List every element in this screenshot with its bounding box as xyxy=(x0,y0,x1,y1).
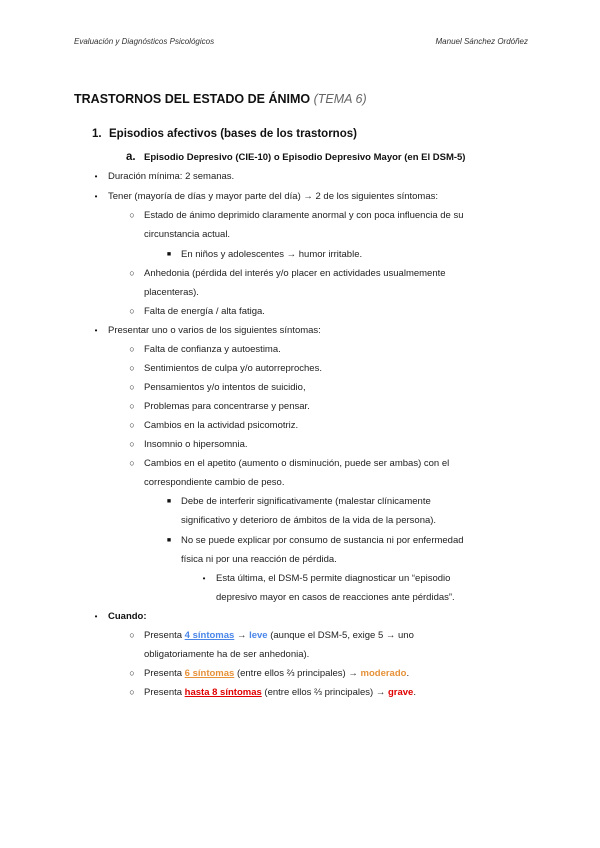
severity-arrow: → xyxy=(234,630,250,641)
bullet-circle-icon: ○ xyxy=(129,344,135,354)
bullet-circle-icon: ○ xyxy=(129,687,135,697)
severity-level: grave xyxy=(387,687,414,698)
list-item xyxy=(129,435,248,454)
list-item xyxy=(129,454,450,473)
title-tema: (TEMA 6) xyxy=(313,92,367,106)
list-item xyxy=(129,340,281,359)
list-item-text: Pensamientos y/o intentos de suicidio, xyxy=(144,382,306,393)
list-item-text: Falta de energía / alta fatiga. xyxy=(144,306,265,317)
symptom-count: hasta 8 síntomas xyxy=(184,687,262,698)
list-item xyxy=(94,321,321,340)
list-item-text: Cambios en el apetito (aumento o disminución, puede ser ambas) con el xyxy=(144,458,450,469)
bullet-circle-icon: ○ xyxy=(129,439,135,449)
bullet-disc-icon: • xyxy=(94,192,98,201)
section-text: Episodio Depresivo (CIE-10) o Episodio Depresivo Mayor (en El DSM-5) xyxy=(144,152,466,163)
list-item xyxy=(94,167,235,186)
header-right: Manuel Sánchez Ordóñez xyxy=(435,37,528,46)
severity-post: . xyxy=(413,687,416,698)
bullet-square-icon: ■ xyxy=(166,537,172,544)
symptom-count: 6 síntomas xyxy=(184,668,235,679)
symptom-count: 4 síntomas xyxy=(184,630,235,641)
severity-leve xyxy=(129,626,414,645)
list-item-text: Insomnio o hipersomnia. xyxy=(144,439,248,450)
bullet-disc-icon: • xyxy=(94,326,98,335)
list-item-text: Falta de confianza y autoestima. xyxy=(144,344,281,355)
list-item xyxy=(166,492,431,511)
bullet-circle-icon: ○ xyxy=(129,401,135,411)
severity-mid: (entre ellos ⅔ principales) → xyxy=(261,687,388,698)
list-item-text: Anhedonia (pérdida del interés y/o placer en actividades usualmemente xyxy=(144,268,446,279)
list-item xyxy=(94,187,439,206)
list-item-text: Estado de ánimo deprimido claramente anormal y con poca influencia de su xyxy=(144,210,464,221)
list-item xyxy=(129,302,265,321)
list-item xyxy=(129,416,299,435)
list-item-text: Problemas para concentrarse y pensar. xyxy=(144,401,310,412)
bullet-circle-icon: ○ xyxy=(129,630,135,640)
bullet-circle-icon: ○ xyxy=(129,668,135,678)
list-item xyxy=(129,359,322,378)
severity-pre: Presenta xyxy=(144,668,185,679)
list-item xyxy=(129,264,446,283)
severity-moderado xyxy=(129,664,410,683)
severity-level: moderado xyxy=(360,668,407,679)
section-letter: a. xyxy=(126,151,136,163)
list-item-continuation: física ni por una reacción de pérdida. xyxy=(181,554,337,565)
header-left: Evaluación y Diagnósticos Psicológicos xyxy=(74,37,215,46)
severity-post: . xyxy=(406,668,410,679)
list-item xyxy=(166,245,363,264)
list-item-continuation: placenteras). xyxy=(144,287,199,298)
list-item-text: Debe de interferir significativamente (malestar clínicamente xyxy=(181,496,431,507)
severity-level: leve xyxy=(249,630,268,641)
bullet-circle-icon: ○ xyxy=(129,306,135,316)
list-item-continuation: obligatoriamente ha de ser anhedonia). xyxy=(144,649,310,660)
severity-grave xyxy=(129,683,416,702)
list-item-continuation: depresivo mayor en casos de reacciones ante pérdidas”. xyxy=(216,592,455,603)
list-item-text: Duración mínima: 2 semanas. xyxy=(108,171,235,182)
list-item-text: En niños y adolescentes → humor irritable. xyxy=(181,249,363,260)
list-item xyxy=(202,569,451,588)
title-main: TRASTORNOS DEL ESTADO DE ÁNIMO xyxy=(74,92,311,106)
list-item-text: Presentar uno o varios de los siguientes síntomas: xyxy=(108,325,321,336)
list-item xyxy=(129,206,464,225)
bullet-square-icon: ■ xyxy=(166,498,172,505)
bullet-disc-icon: • xyxy=(202,574,206,583)
list-item-continuation: significativo y deterioro de ámbitos de la vida de la persona). xyxy=(181,515,437,526)
severity-mid: (entre ellos ⅔ principales) → xyxy=(234,668,361,679)
bullet-circle-icon: ○ xyxy=(129,210,135,220)
bullet-disc-icon: • xyxy=(94,612,98,621)
list-item xyxy=(129,397,310,416)
section-heading-1 xyxy=(92,128,357,140)
list-item-continuation: circunstancia actual. xyxy=(144,229,231,240)
bullet-square-icon: ■ xyxy=(166,251,172,258)
list-item-text: No se puede explicar por consumo de sustancia ni por enfermedad xyxy=(181,535,464,546)
list-item-continuation: correspondiente cambio de peso. xyxy=(144,477,285,488)
list-item-text: Esta última, el DSM-5 permite diagnosticar un “episodio xyxy=(216,573,451,584)
list-item xyxy=(166,531,464,550)
section-number: 1. xyxy=(92,128,102,140)
bullet-disc-icon: • xyxy=(94,172,98,181)
bullet-circle-icon: ○ xyxy=(129,458,135,468)
page-title xyxy=(74,92,367,106)
severity-post: (aunque el DSM-5, exige 5 → uno xyxy=(267,630,414,641)
list-item xyxy=(94,607,147,626)
bullet-circle-icon: ○ xyxy=(129,420,135,430)
list-item xyxy=(129,378,306,397)
bullet-circle-icon: ○ xyxy=(129,382,135,392)
list-item-text: Cambios en la actividad psicomotriz. xyxy=(144,420,299,431)
list-item-text: Cuando: xyxy=(108,611,147,622)
bullet-circle-icon: ○ xyxy=(129,363,135,373)
list-item-text: Sentimientos de culpa y/o autorreproches. xyxy=(144,363,322,374)
severity-pre: Presenta xyxy=(144,687,185,698)
section-heading-1a xyxy=(126,151,465,163)
list-item-text: Tener (mayoría de días y mayor parte del día) → 2 de los siguientes síntomas: xyxy=(108,191,439,202)
section-text: Episodios afectivos (bases de los trastornos) xyxy=(109,128,357,140)
severity-pre: Presenta xyxy=(144,630,185,641)
bullet-circle-icon: ○ xyxy=(129,268,135,278)
